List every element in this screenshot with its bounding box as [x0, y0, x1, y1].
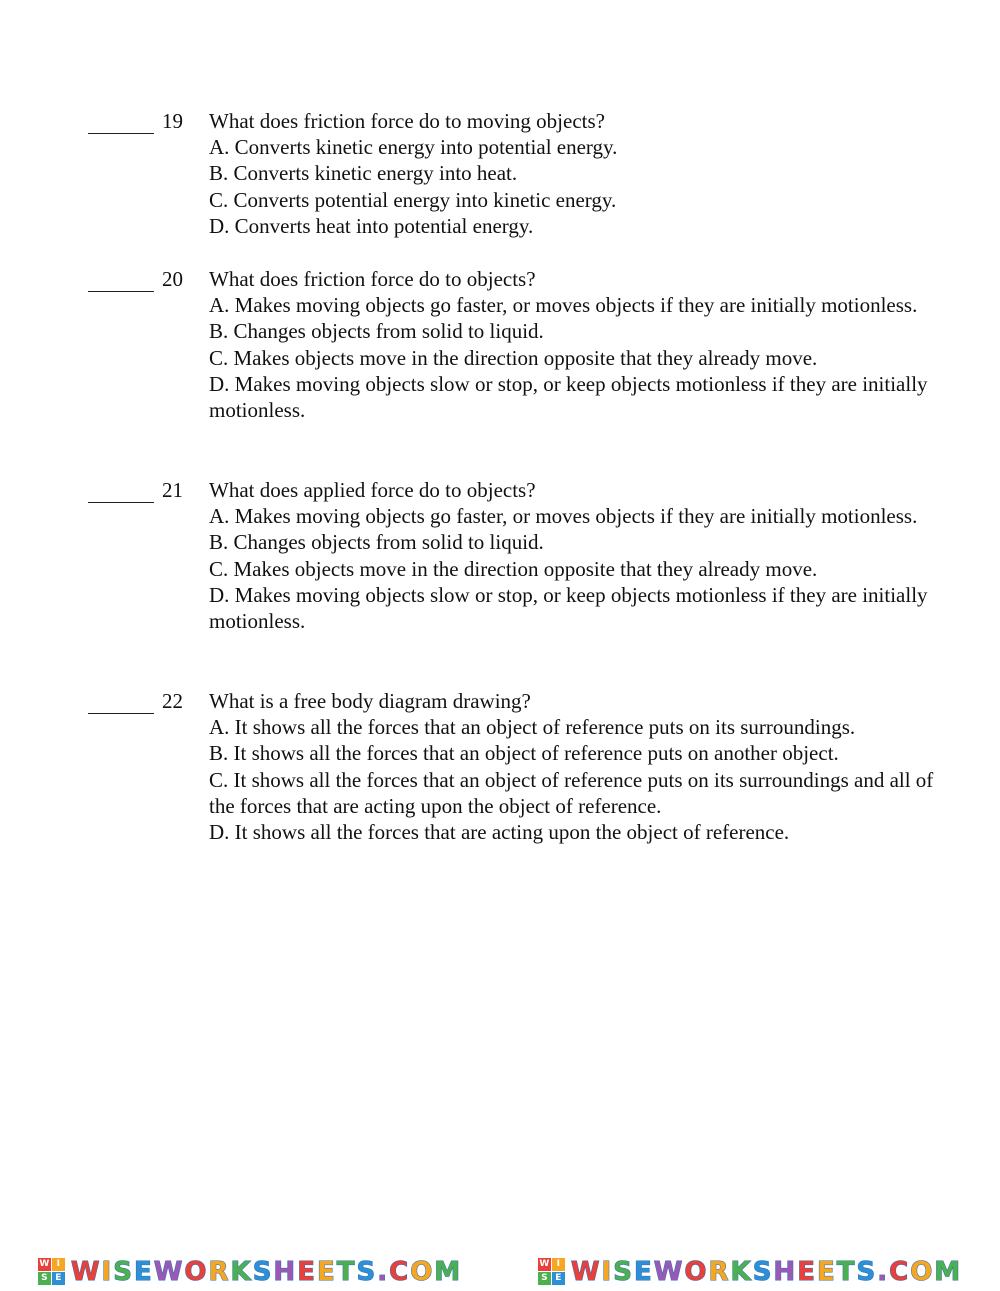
- wordmark-letter: O: [410, 1256, 435, 1287]
- wordmark-letter: E: [633, 1256, 654, 1287]
- option-b: B. Converts kinetic energy into heat.: [209, 161, 518, 186]
- wordmark-letter: R: [708, 1256, 731, 1287]
- question-number: 20: [162, 267, 183, 291]
- wordmark-letter: W: [70, 1256, 102, 1287]
- wordmark-letter: O: [910, 1256, 935, 1287]
- wordmark-letter: W: [570, 1256, 602, 1287]
- wordmark-letter: W: [153, 1256, 185, 1287]
- wordmark-letter: E: [316, 1256, 337, 1287]
- wordmark-letter: I: [601, 1256, 614, 1287]
- wordmark-letter: I: [101, 1256, 114, 1287]
- answer-blank[interactable]: [88, 477, 154, 503]
- option-b: B. Changes objects from solid to liquid.: [209, 319, 544, 344]
- question-number: 22: [162, 689, 183, 713]
- wordmark-letter: O: [684, 1256, 709, 1287]
- wordmark-letter: O: [184, 1256, 209, 1287]
- wordmark-letter: E: [297, 1256, 317, 1287]
- wordmark-letter: S: [613, 1256, 634, 1287]
- logo-cell: E: [52, 1272, 65, 1285]
- watermark-footer: [0, 1252, 1000, 1291]
- option-a: A. It shows all the forces that an object of reference puts on its surroundings.: [209, 715, 856, 740]
- logo-cell: E: [552, 1272, 565, 1285]
- wordmark-letter: S: [113, 1256, 134, 1287]
- wordmark-letter: C: [889, 1256, 911, 1287]
- logo-grid-icon: [538, 1258, 565, 1285]
- option-d: D. It shows all the forces that are acting upon the object of reference.: [209, 820, 790, 845]
- wordmark-letter: W: [653, 1256, 685, 1287]
- wordmark-letter: K: [230, 1256, 253, 1287]
- question-text: What does friction force do to moving objects?: [209, 109, 605, 133]
- brand-wordmark: [571, 1257, 962, 1287]
- question-number: 21: [162, 478, 183, 502]
- wordmark-letter: M: [934, 1256, 963, 1287]
- option-a: A. Makes moving objects go faster, or moves objects if they are initially motionless.: [209, 293, 918, 318]
- wordmark-letter: K: [730, 1256, 753, 1287]
- wordmark-letter: H: [773, 1256, 798, 1287]
- wordmark-letter: S: [356, 1256, 378, 1287]
- question-text: What is a free body diagram drawing?: [209, 689, 531, 713]
- option-c: C. It shows all the forces that an object of reference puts on its surroundings and all of the forces that are acting upon the object of reference.: [209, 767, 934, 818]
- option-b: B. It shows all the forces that an object of reference puts on another object.: [209, 741, 839, 766]
- wordmark-letter: .: [377, 1256, 390, 1287]
- wordmark-letter: C: [389, 1256, 411, 1287]
- logo-cell: I: [52, 1258, 65, 1271]
- wordmark-letter: E: [816, 1256, 837, 1287]
- wordmark-letter: T: [836, 1256, 857, 1287]
- brand-logo: [38, 1257, 462, 1287]
- question-number: 19: [162, 109, 183, 133]
- option-d: D. Converts heat into potential energy.: [209, 213, 534, 238]
- wordmark-letter: T: [336, 1256, 357, 1287]
- brand-wordmark: [71, 1257, 462, 1287]
- logo-cell: I: [552, 1258, 565, 1271]
- wordmark-letter: .: [877, 1256, 890, 1287]
- wordmark-letter: S: [856, 1256, 878, 1287]
- question-text: What does applied force do to objects?: [209, 478, 536, 502]
- answer-blank[interactable]: [88, 266, 154, 292]
- option-a: A. Makes moving objects go faster, or moves objects if they are initially motionless.: [209, 504, 918, 529]
- wordmark-letter: S: [752, 1256, 774, 1287]
- brand-logo: [538, 1257, 962, 1287]
- wordmark-letter: R: [208, 1256, 231, 1287]
- logo-cell: S: [38, 1272, 51, 1285]
- wordmark-letter: E: [797, 1256, 817, 1287]
- wordmark-letter: E: [133, 1256, 154, 1287]
- logo-grid-icon: [38, 1258, 65, 1285]
- answer-blank[interactable]: [88, 108, 154, 134]
- option-d: D. Makes moving objects slow or stop, or keep objects motionless if they are initially motionless.: [209, 582, 928, 634]
- option-c: C. Makes objects move in the direction opposite that they already move.: [209, 345, 818, 370]
- logo-cell: W: [39, 1259, 50, 1269]
- question-text: What does friction force do to objects?: [209, 267, 536, 291]
- wordmark-letter: H: [273, 1256, 298, 1287]
- option-b: B. Changes objects from solid to liquid.: [209, 530, 544, 555]
- wordmark-letter: M: [434, 1256, 463, 1287]
- option-c: C. Converts potential energy into kinetic energy.: [209, 187, 617, 212]
- option-c: C. Makes objects move in the direction opposite that they already move.: [209, 556, 818, 581]
- option-a: A. Converts kinetic energy into potential energy.: [209, 135, 618, 160]
- wordmark-letter: S: [252, 1256, 274, 1287]
- answer-blank[interactable]: [88, 688, 154, 714]
- logo-cell: S: [538, 1272, 551, 1285]
- option-d: D. Makes moving objects slow or stop, or keep objects motionless if they are initially motionless.: [209, 371, 928, 423]
- logo-cell: W: [539, 1259, 550, 1269]
